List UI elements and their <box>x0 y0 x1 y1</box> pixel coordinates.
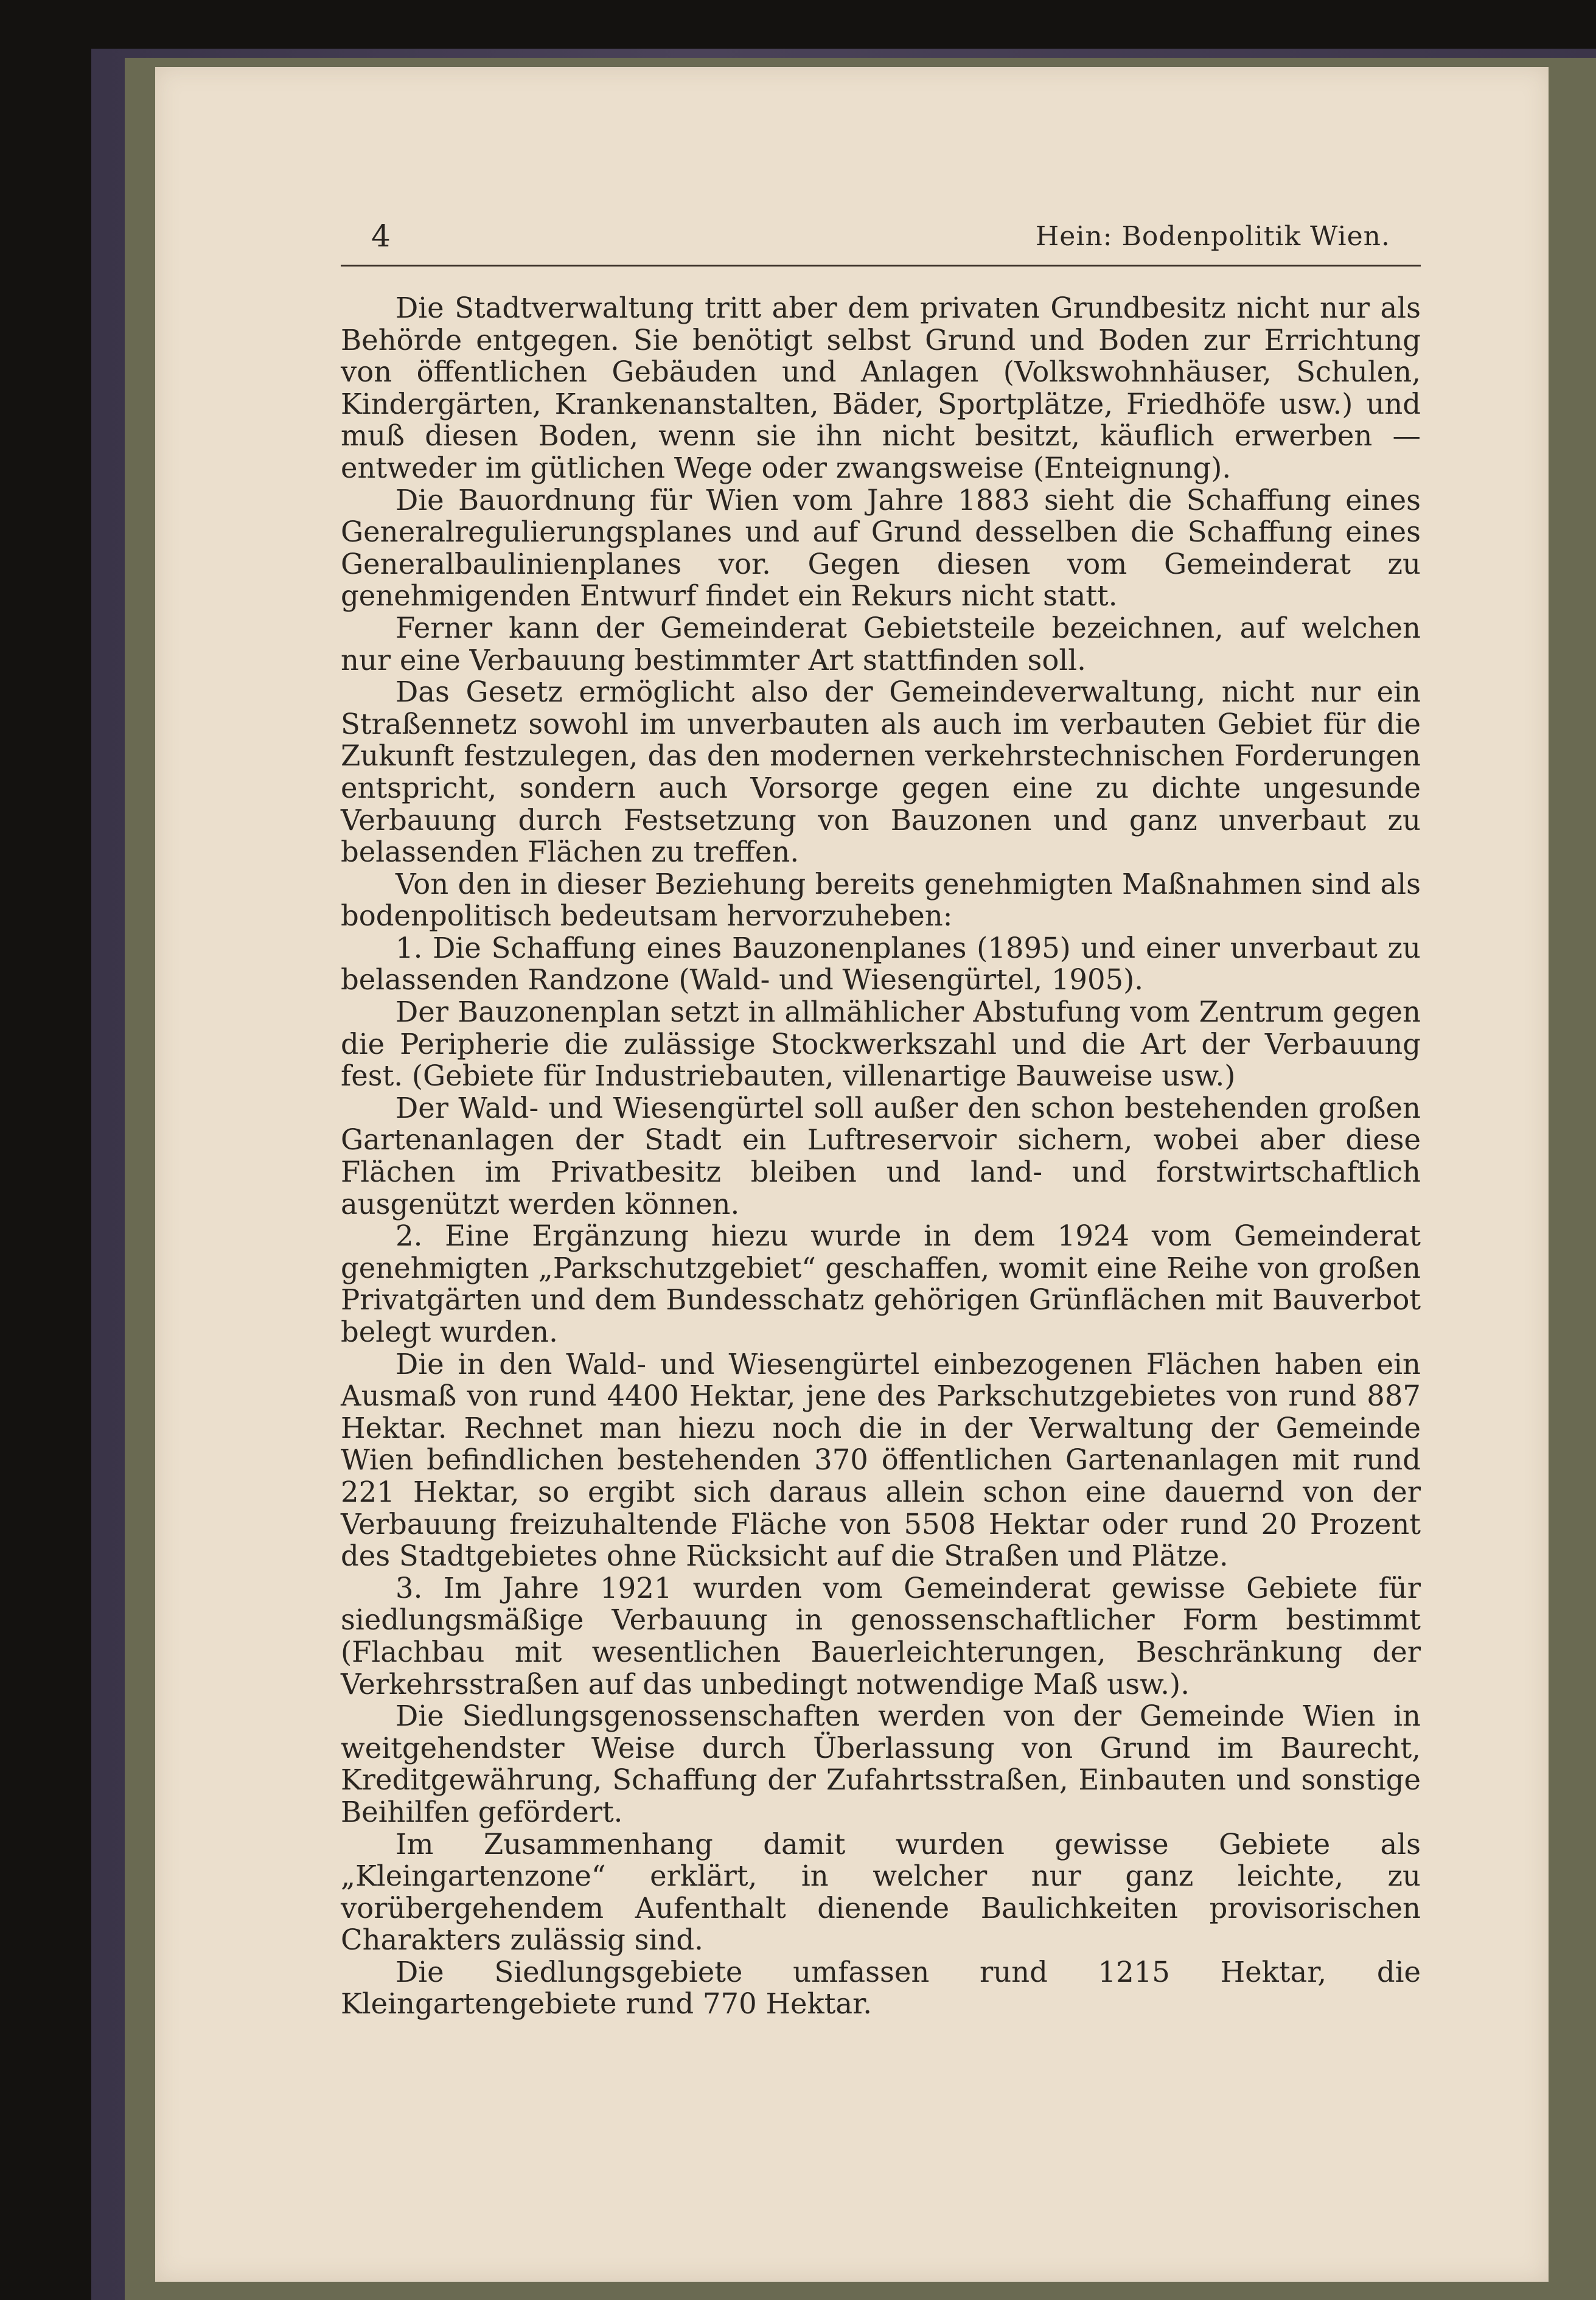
paragraph-flaechen: Die in den Wald- und Wiesengürtel einbezogenen Flächen haben ein Ausmaß von rund 4400 Hektar, jene des Parkschutzgebietes von rund 887 Hektar. Rechnet man hiezu noch die in der Verwaltung der Gemeinde Wien befindlichen bestehenden 370 öffentlichen Gartenanlagen mit rund 221 Hektar, so ergibt sich daraus allein schon eine dauernd von der Verbauung freizuhaltende Fläche von 5508 Hektar oder rund 20 Prozent des Stadtgebietes ohne Rücksicht auf die Straßen und Plätze. <box>341 1347 1421 1573</box>
page-header <box>341 216 1421 267</box>
paragraph-massnahmen-intro: Von den in dieser Beziehung bereits genehmigten Maßnahmen sind als bodenpolitisch bedeutsam hervorzuheben: <box>341 867 1421 933</box>
paragraph-gebietsteile: Ferner kann der Gemeinderat Gebietsteile bezeichnen, auf welchen nur eine Verbauung bestimmter Art stattfinden soll. <box>341 611 1421 677</box>
paragraph-gesetz: Das Gesetz ermöglicht also der Gemeindeverwaltung, nicht nur ein Straßennetz sowohl im unverbauten als auch im verbauten Gebiet für die Zukunft festzulegen, das den modernen verkehrstechnischen Forderungen entspricht, sondern auch Vorsorge gegen eine zu dichte ungesunde Verbauung durch Festsetzung von Bauzonen und ganz unverbaut zu belassenden Flächen zu treffen. <box>341 675 1421 869</box>
paragraph-siedlungsgebiete: Die Siedlungsgebiete umfassen rund 1215 Hektar, die Kleingartengebiete rund 770 Hektar. <box>341 1955 1421 2021</box>
running-title: Hein: Bodenpolitik Wien. <box>1035 221 1390 252</box>
paragraph-stadtverwaltung: Die Stadtverwaltung tritt aber dem privaten Grundbesitz nicht nur als Behörde entgegen. Sie benötigt selbst Grund und Boden zur Errichtung von öffentlichen Gebäuden und Anlagen (Volkswohnhäuser, Schulen, Kindergärten, Krankenanstalten, Bäder, Sportplätze, Friedhöfe usw.) und muß diesen Boden, wenn sie ihn nicht besitzt, käuflich erwerben — entweder im gütlichen Wege oder zwangsweise (Enteignung). <box>341 291 1421 484</box>
paragraph-item-1: 1. Die Schaffung eines Bauzonenplanes (1895) und einer unverbaut zu belassenden Randzone (Wald- und Wiesengürtel, 1905). <box>341 931 1421 997</box>
paragraph-wiesenguertel: Der Wald- und Wiesengürtel soll außer den schon bestehenden großen Gartenanlagen der Stadt ein Luftreservoir sichern, wobei aber diese Flächen im Privatbesitz bleiben und land- und forstwirtschaftlich ausgenützt werden können. <box>341 1091 1421 1221</box>
paragraph-siedlungsgenossenschaften: Die Siedlungsgenossenschaften werden von der Gemeinde Wien in weitgehendster Weise durch Überlassung von Grund im Baurecht, Kreditgewährung, Schaffung der Zufahrtsstraßen, Einbauten und sonstige Beihilfen gefördert. <box>341 1699 1421 1828</box>
body-text <box>341 292 1421 2020</box>
paragraph-kleingartenzone: Im Zusammenhang damit wurden gewisse Gebiete als „Kleingartenzone“ erklärt, in welcher nur ganz leichte, zu vorübergehendem Aufenthalt dienende Baulichkeiten provisorischen Charakters zulässig sind. <box>341 1827 1421 1957</box>
page-number: 4 <box>371 218 391 254</box>
paragraph-item-2: 2. Eine Ergänzung hiezu wurde in dem 1924 vom Gemeinderat genehmigten „Parkschutzgebiet“ geschaffen, womit eine Reihe von großen Privatgärten und dem Bundesschatz gehörigen Grünflächen mit Bauverbot belegt wurden. <box>341 1219 1421 1348</box>
paragraph-bauordnung: Die Bauordnung für Wien vom Jahre 1883 sieht die Schaffung eines Generalregulierungsplanes und auf Grund desselben die Schaffung eines Generalbaulinienplanes vor. Gegen diesen vom Gemeinderat zu genehmigenden Entwurf findet ein Rekurs nicht statt. <box>341 483 1421 613</box>
paragraph-item-3: 3. Im Jahre 1921 wurden vom Gemeinderat gewisse Gebiete für siedlungsmäßige Verbauung in genossenschaftlicher Form bestimmt (Flachbau mit wesentlichen Bauerleichterungen, Beschränkung der Verkehrsstraßen auf das unbedingt notwendige Maß usw.). <box>341 1571 1421 1701</box>
paragraph-bauzonenplan: Der Bauzonenplan setzt in allmählicher Abstufung vom Zentrum gegen die Peripherie die zulässige Stockwerkszahl und die Art der Verbauung fest. (Gebiete für Industriebauten, villenartige Bauweise usw.) <box>341 995 1421 1093</box>
